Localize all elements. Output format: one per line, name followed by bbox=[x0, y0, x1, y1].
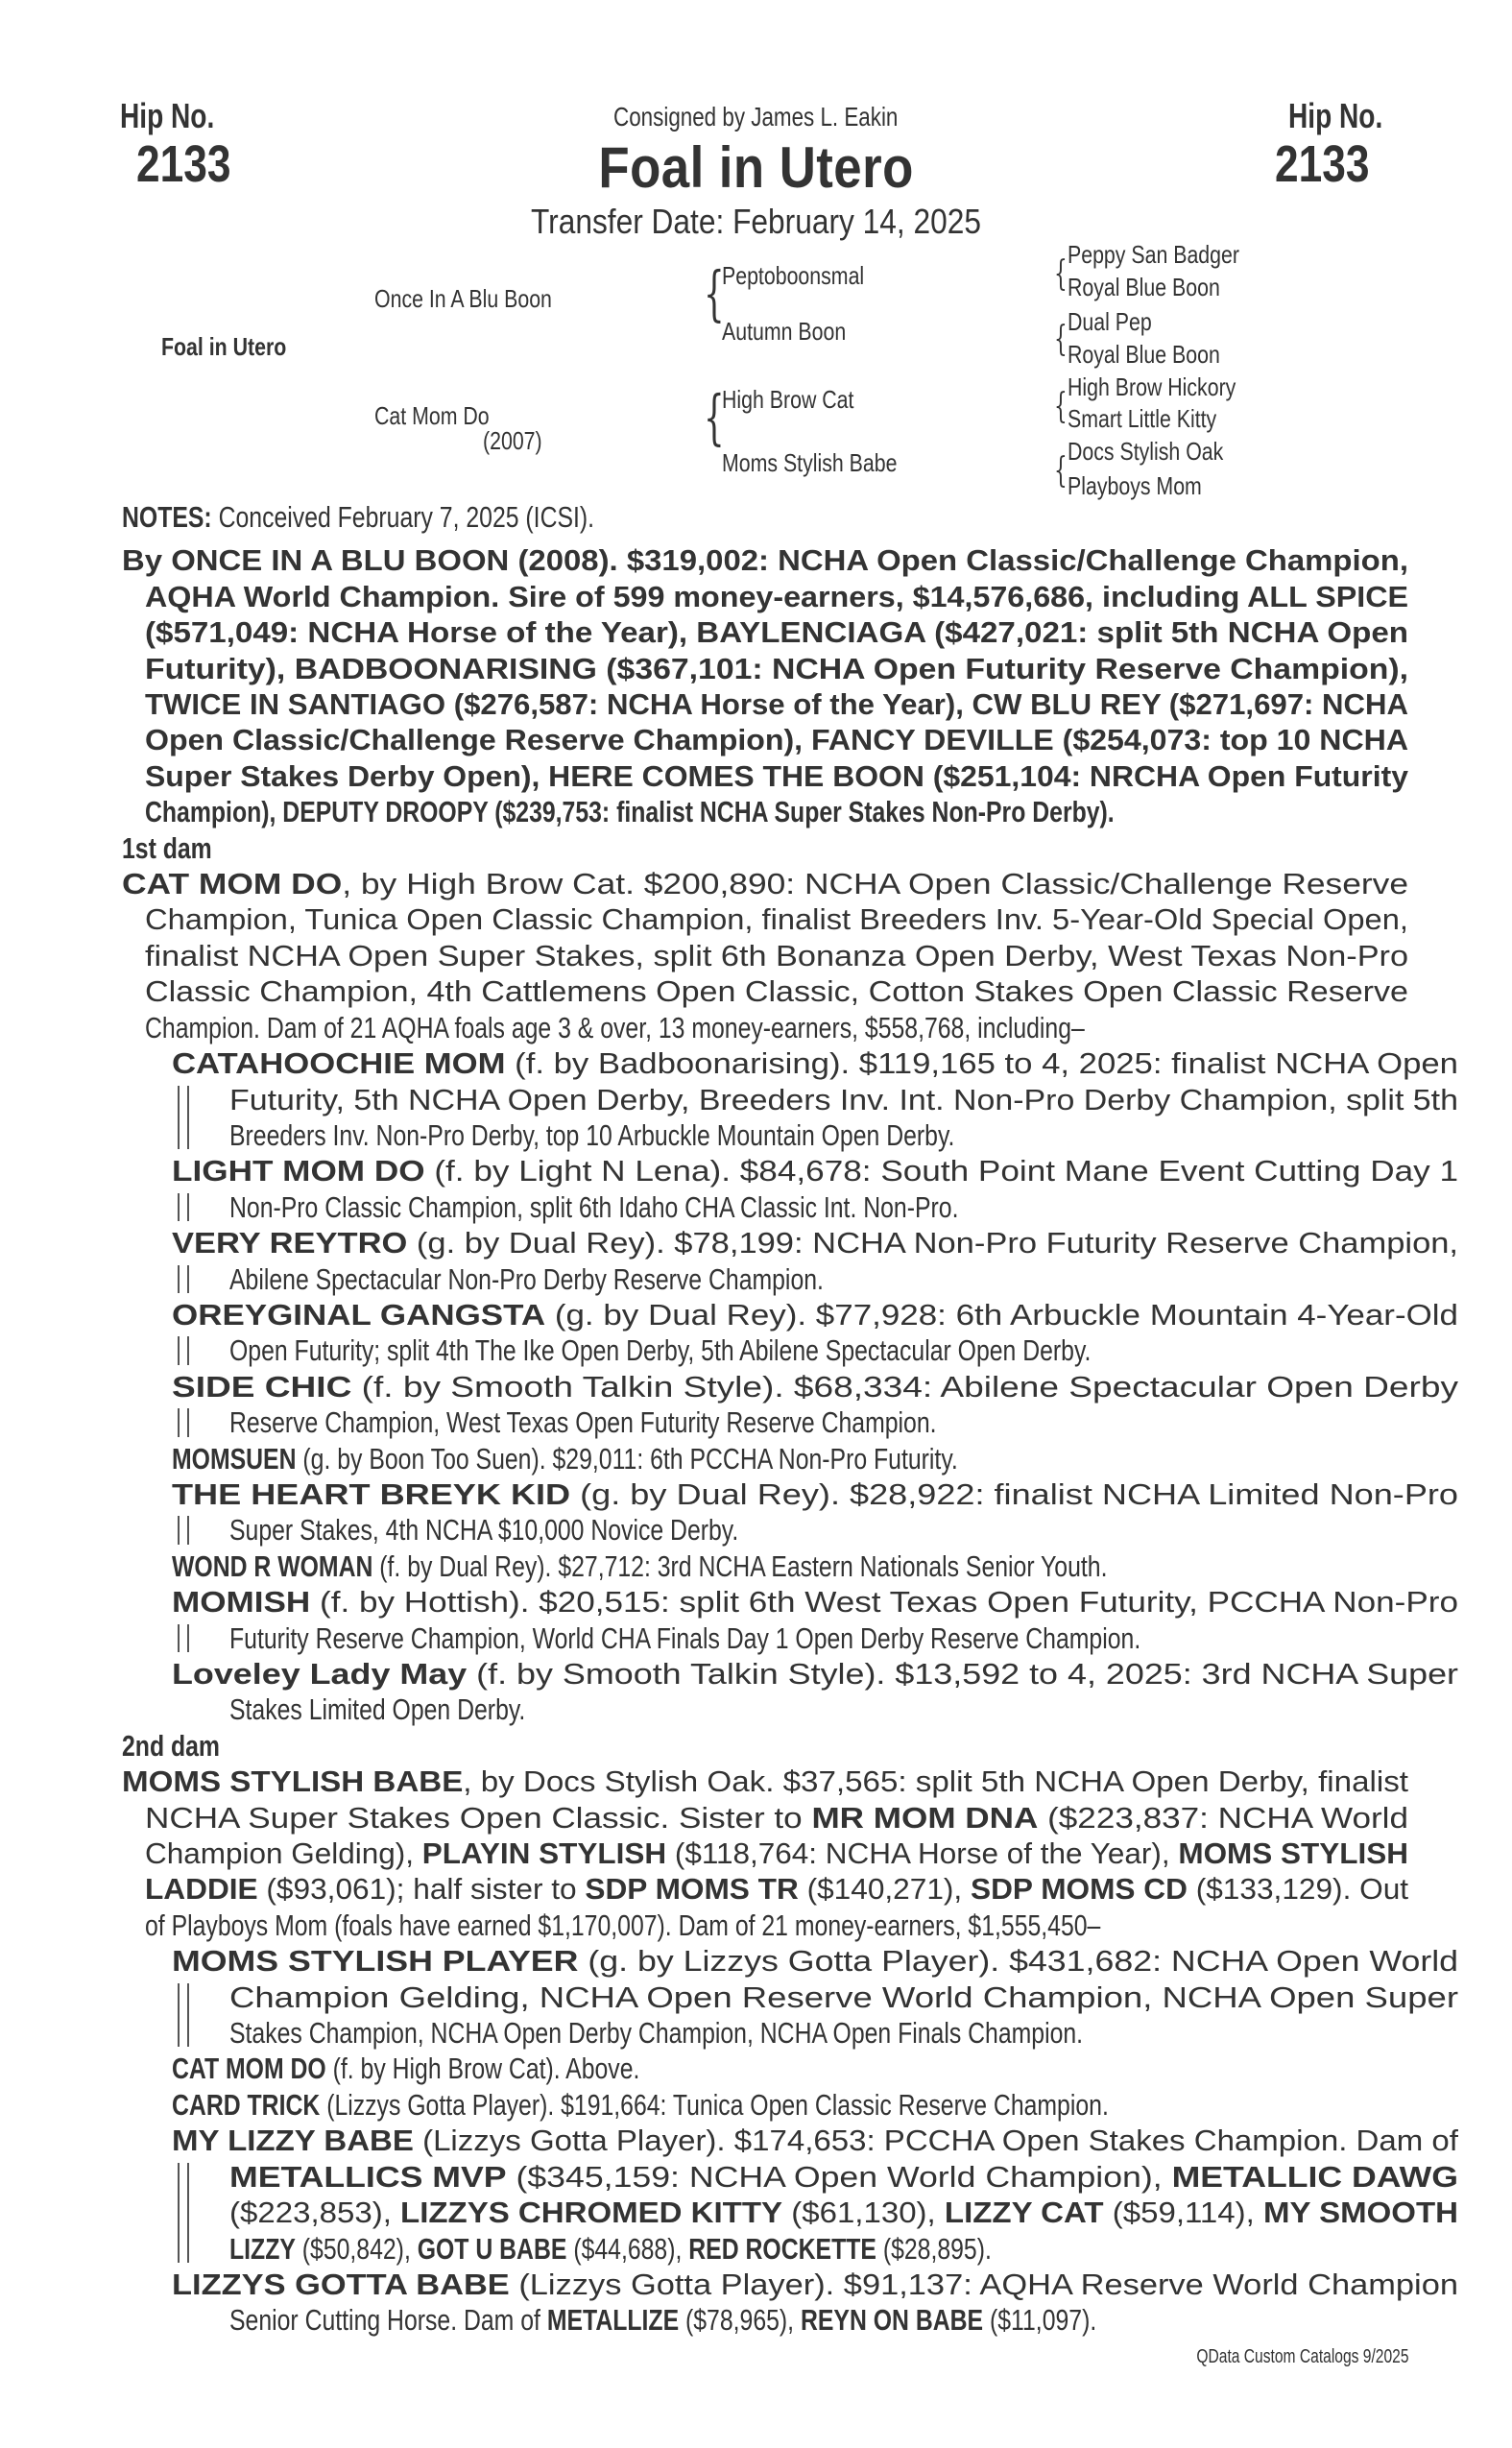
produce-text: (f. by Light N Lena). $84,678: South Point Mane Event Cutting Day 1 bbox=[424, 1154, 1459, 1188]
produce-text: Non-Pro Classic Champion, split 6th Idaho CHA Classic Int. Non-Pro. bbox=[229, 1189, 959, 1224]
double-bar-marker bbox=[178, 1336, 189, 1364]
pedigree-sire: Once In A Blu Boon bbox=[374, 284, 552, 313]
dam-line bbox=[122, 1010, 1408, 1045]
produce-line-fit bbox=[229, 2302, 1096, 2338]
hip-label-text: Hip No. bbox=[1288, 96, 1383, 135]
horse-name: GOT U BABE bbox=[417, 2231, 567, 2266]
produce-line-fit bbox=[172, 1584, 1458, 1620]
produce-text: (g. by Dual Rey). $78,199: NCHA Non-Pro Futurity Reserve Champion, bbox=[407, 1226, 1459, 1260]
produce-continuation bbox=[172, 1189, 1408, 1225]
produce-text: (f. by Smooth Talkin Style). $68,334: Abilene Spectacular Open Derby bbox=[351, 1369, 1459, 1404]
dam-line-fit bbox=[145, 1871, 1408, 1907]
produce-line bbox=[172, 1225, 1459, 1260]
sire-line bbox=[122, 794, 1408, 829]
sire-line bbox=[122, 651, 1408, 686]
produce-line-fit bbox=[172, 1656, 1458, 1692]
produce-text: (f. by Badboonarising). $119,165 to 4, 2025: finalist NCHA Open bbox=[505, 1046, 1458, 1081]
pedigree-subject: Foal in Utero bbox=[161, 332, 287, 361]
dam-line bbox=[122, 1764, 1408, 1799]
pedigree-brace: { bbox=[1054, 254, 1068, 294]
pedigree-brace: { bbox=[1054, 320, 1068, 359]
sire-line-text: AQHA World Champion. Sire of 599 money-earners, $14,576,686, including ALL SPICE bbox=[145, 579, 1409, 613]
produce-line bbox=[172, 2231, 1408, 2267]
produce-name: THE HEART BREYK KID bbox=[172, 1476, 571, 1511]
produce-name: MOMISH bbox=[172, 1585, 311, 1620]
pedigree-gen3-2: Royal Blue Boon bbox=[1068, 273, 1220, 301]
dam-line-text: Classic Champion, 4th Cattlemens Open Classic, Cotton Stakes Open Classic Reserve bbox=[145, 974, 1409, 1009]
produce-text: Futurity Reserve Champion, World CHA Finals Day 1 Open Derby Reserve Champion. bbox=[229, 1620, 1141, 1655]
second-dam-heading-text: 2nd dam bbox=[122, 1728, 220, 1763]
produce-text: ($50,842), bbox=[295, 2231, 418, 2266]
produce-text: (g. by Boon Too Suen). $29,011: 6th PCCHA Non-Pro Futurity. bbox=[296, 1441, 958, 1476]
produce-text: (f. by Hottish). $20,515: split 6th West Texas Open Futurity, PCCHA Non-Pro bbox=[310, 1585, 1458, 1620]
hip-number-text: 2133 bbox=[1275, 135, 1370, 193]
dam-line-fit bbox=[145, 1800, 1408, 1836]
produce-line bbox=[172, 1441, 1408, 1476]
sire-line bbox=[122, 686, 1408, 722]
pedigree-gen3-8: Playboys Mom bbox=[1068, 471, 1202, 500]
produce-text: (g. by Dual Rey). $77,928: 6th Arbuckle Mountain 4-Year-Old bbox=[545, 1297, 1459, 1332]
second-dam-heading bbox=[122, 1728, 1408, 1764]
sire-paragraph bbox=[122, 542, 1408, 829]
produce-line-fit bbox=[172, 1441, 958, 1476]
double-bar-marker bbox=[178, 2163, 189, 2263]
horse-name: METALLICS MVP bbox=[229, 2159, 507, 2194]
sire-line bbox=[122, 758, 1408, 794]
notes-fit bbox=[122, 499, 594, 535]
double-bar-marker bbox=[178, 1086, 189, 1150]
produce-line-fit bbox=[172, 2267, 1458, 2302]
produce-line bbox=[172, 2123, 1458, 2158]
pedigree-brace: { bbox=[704, 258, 725, 328]
produce-entry bbox=[122, 1225, 1459, 1297]
produce-name: OREYGINAL GANGSTA bbox=[172, 1297, 546, 1332]
produce-line-fit bbox=[172, 1369, 1458, 1404]
produce-line-fit bbox=[172, 2051, 639, 2086]
pedigree-dam-dam: Moms Stylish Babe bbox=[722, 448, 898, 477]
produce-name: Loveley Lady May bbox=[172, 1657, 468, 1691]
pedigree-gen3-3: Dual Pep bbox=[1068, 307, 1152, 336]
dam-line-text: , by Docs Stylish Oak. $37,565: split 5th NCHA Open Derby, finalist bbox=[463, 1764, 1409, 1799]
consignor-line bbox=[0, 102, 1512, 132]
produce-entry bbox=[122, 2051, 1408, 2086]
dam-line bbox=[122, 1800, 1408, 1836]
dam-line-text: , by High Brow Cat. $200,890: NCHA Open Classic/Challenge Reserve bbox=[342, 867, 1409, 901]
double-bar-marker bbox=[178, 1265, 189, 1293]
produce-name: LIZZYS GOTTA BABE bbox=[172, 2267, 510, 2301]
horse-name: MOMS STYLISH bbox=[1178, 1836, 1408, 1871]
produce-line-fit bbox=[172, 2123, 1458, 2158]
horse-name: MR MOM DNA bbox=[811, 1800, 1039, 1835]
produce-text: ($59,114), bbox=[1103, 2196, 1263, 2230]
produce-line bbox=[172, 2195, 1458, 2230]
produce-line bbox=[172, 2159, 1458, 2195]
produce-text: (g. by Lizzys Gotta Player). $431,682: NCHA Open World bbox=[578, 1944, 1459, 1979]
produce-line-fit bbox=[229, 2159, 1458, 2195]
sire-line bbox=[122, 542, 1408, 578]
pedigree-gen3-7: Docs Stylish Oak bbox=[1068, 437, 1224, 466]
pedigree-gen3-5: High Brow Hickory bbox=[1068, 372, 1236, 401]
page-title bbox=[0, 134, 1512, 201]
sire-line-text: TWICE IN SANTIAGO ($276,587: NCHA Horse of the Year), CW BLU REY ($271,697: NCHA bbox=[145, 687, 1408, 722]
notes-line bbox=[122, 499, 1408, 535]
produce-line bbox=[172, 1692, 1408, 1727]
double-bar-marker bbox=[178, 1193, 189, 1221]
produce-text: ($61,130), bbox=[782, 2196, 945, 2230]
sire-line-text: Open Classic/Challenge Reserve Champion), FANCY DEVILLE ($254,073: top 10 NCHA bbox=[145, 723, 1409, 757]
footer-credit: QData Custom Catalogs 9/2025 bbox=[1195, 2346, 1408, 2367]
produce-line bbox=[172, 1297, 1459, 1332]
produce-text: Breeders Inv. Non-Pro Derby, top 10 Arbuckle Mountain Open Derby. bbox=[229, 1117, 955, 1152]
produce-text: ($78,965), bbox=[679, 2303, 801, 2338]
horse-name: SDP MOMS CD bbox=[971, 1872, 1188, 1907]
produce-text: Senior Cutting Horse. Dam of bbox=[229, 2303, 547, 2338]
produce-line-fit bbox=[229, 2195, 1458, 2230]
produce-entry bbox=[122, 1153, 1459, 1225]
produce-line-fit bbox=[229, 2231, 992, 2267]
pedigree-sire-dam: Autumn Boon bbox=[722, 317, 847, 346]
horse-name: METALLIC DAWG bbox=[1171, 2159, 1458, 2194]
second-dam-paragraph bbox=[122, 1764, 1408, 1943]
pedigree-gen3-1: Peppy San Badger bbox=[1068, 240, 1239, 269]
produce-text: Champion Gelding, NCHA Open Reserve World Champion, NCHA Open Super bbox=[229, 1980, 1458, 2014]
first-dam-paragraph bbox=[122, 866, 1408, 1045]
dam-line bbox=[122, 973, 1408, 1009]
produce-name: VERY REYTRO bbox=[172, 1226, 408, 1260]
produce-continuation bbox=[172, 2159, 1458, 2267]
pedigree-brace: { bbox=[1054, 387, 1068, 426]
horse-name: LIZZY bbox=[229, 2231, 296, 2266]
horse-name: METALLIZE bbox=[546, 2303, 680, 2338]
produce-continuation bbox=[172, 1082, 1458, 1154]
produce-entry bbox=[122, 1297, 1459, 1369]
sire-line-text: Futurity), BADBOONARISING ($367,101: NCHA Open Futurity Reserve Champion), bbox=[145, 651, 1409, 685]
produce-text: ($28,895). bbox=[876, 2231, 992, 2266]
produce-text: (Lizzys Gotta Player). $91,137: AQHA Reserve World Champion bbox=[509, 2267, 1458, 2301]
dam-line-text: ($140,271), bbox=[798, 1872, 972, 1907]
dam-line-text: Champion Gelding), bbox=[145, 1836, 422, 1871]
sire-line bbox=[122, 579, 1408, 614]
produce-entry bbox=[122, 2123, 1458, 2267]
second-dam-name: MOMS STYLISH BABE bbox=[122, 1764, 464, 1799]
produce-line bbox=[172, 1153, 1459, 1188]
produce-entry bbox=[122, 1369, 1459, 1441]
produce-line bbox=[172, 1045, 1458, 1081]
produce-line-fit bbox=[172, 1153, 1458, 1188]
produce-line bbox=[172, 1189, 1408, 1225]
pedigree-brace: { bbox=[1054, 451, 1068, 491]
sire-line bbox=[122, 614, 1408, 650]
produce-name: SIDE CHIC bbox=[172, 1369, 352, 1404]
dam-line-text: NCHA Super Stakes Open Classic. Sister to bbox=[145, 1800, 812, 1835]
produce-line bbox=[172, 1584, 1458, 1620]
dam-line-text: Champion. Dam of 21 AQHA foals age 3 & over, 13 money-earners, $558,768, including– bbox=[145, 1010, 1085, 1044]
produce-line bbox=[172, 2051, 1408, 2086]
hip-number-text: 2133 bbox=[136, 135, 231, 193]
horse-name: LIZZY CAT bbox=[944, 2196, 1104, 2230]
pedigree-dam: Cat Mom Do bbox=[374, 401, 490, 430]
produce-name: WOND R WOMAN bbox=[172, 1548, 373, 1583]
produce-text: Stakes Champion, NCHA Open Derby Champion, NCHA Open Finals Champion. bbox=[229, 2016, 1084, 2051]
produce-line-fit bbox=[172, 1548, 1107, 1584]
produce-continuation bbox=[172, 1980, 1458, 2052]
first-dam-heading-text: 1st dam bbox=[122, 830, 212, 865]
double-bar-marker bbox=[178, 1408, 189, 1436]
produce-continuation bbox=[172, 1332, 1408, 1368]
produce-continuation bbox=[172, 1692, 1408, 1727]
produce-text: Super Stakes, 4th NCHA $10,000 Novice Derby. bbox=[229, 1513, 739, 1548]
produce-name: MY LIZZY BABE bbox=[172, 2124, 414, 2158]
dam-line bbox=[122, 866, 1408, 901]
produce-line bbox=[172, 1548, 1408, 1584]
produce-continuation bbox=[172, 1512, 1408, 1548]
horse-name: RED ROCKETTE bbox=[688, 2231, 876, 2266]
produce-entry bbox=[122, 1656, 1459, 1728]
dam-line bbox=[122, 901, 1408, 937]
produce-line bbox=[172, 1980, 1458, 2015]
produce-entry bbox=[122, 2267, 1458, 2339]
produce-name: CATAHOOCHIE MOM bbox=[172, 1046, 506, 1081]
produce-entry bbox=[122, 1476, 1459, 1548]
dam-line bbox=[122, 1871, 1408, 1907]
consignor-text: Consigned by James L. Eakin bbox=[613, 102, 899, 132]
pedigree-sire-sire: Peptoboonsmal bbox=[722, 261, 865, 290]
dam-line-fit bbox=[122, 1764, 1408, 1799]
produce-line bbox=[172, 2087, 1408, 2123]
produce-line-fit bbox=[172, 1225, 1458, 1260]
produce-name: MOMSUEN bbox=[172, 1441, 297, 1476]
sire-line-text: Super Stakes Derby Open), HERE COMES THE BOON ($251,104: NRCHA Open Futurity bbox=[145, 758, 1408, 793]
produce-line bbox=[172, 1332, 1408, 1368]
produce-line bbox=[172, 2267, 1458, 2302]
produce-text: Stakes Limited Open Derby. bbox=[229, 1692, 526, 1727]
produce-line bbox=[172, 1082, 1458, 1117]
pedigree-gen3-4: Royal Blue Boon bbox=[1068, 340, 1220, 369]
dam-line-text: ($118,764: NCHA Horse of the Year), bbox=[666, 1836, 1179, 1871]
produce-text: (g. by Dual Rey). $28,922: finalist NCHA Limited Non-Pro bbox=[570, 1476, 1459, 1511]
pedigree-dam-sire: High Brow Cat bbox=[722, 385, 854, 414]
horse-name: MY SMOOTH bbox=[1262, 2196, 1458, 2230]
dam-line-text: ($133,129). Out bbox=[1187, 1872, 1409, 1907]
produce-line bbox=[172, 1117, 1408, 1153]
produce-line bbox=[172, 1512, 1408, 1548]
produce-name: CAT MOM DO bbox=[172, 2052, 326, 2086]
produce-text: (Lizzys Gotta Player). $174,653: PCCHA Open Stakes Champion. Dam of bbox=[413, 2124, 1458, 2158]
first-dam-heading bbox=[122, 830, 1408, 866]
dam-line-text: finalist NCHA Open Super Stakes, split 6th Bonanza Open Derby, West Texas Non-Pro bbox=[145, 938, 1409, 972]
produce-entry bbox=[122, 1548, 1408, 1584]
double-bar-marker bbox=[178, 1516, 189, 1544]
produce-line bbox=[172, 1620, 1408, 1656]
produce-text: Open Futurity; split 4th The Ike Open Derby, 5th Abilene Spectacular Open Derby. bbox=[229, 1333, 1092, 1368]
produce-line bbox=[172, 1404, 1408, 1440]
dam-line bbox=[122, 1836, 1408, 1871]
transfer-date-text: Transfer Date: February 14, 2025 bbox=[531, 202, 981, 241]
produce-continuation bbox=[172, 1620, 1408, 1656]
horse-name: PLAYIN STYLISH bbox=[421, 1836, 667, 1871]
dam-line-text: ($223,837: NCHA World bbox=[1038, 1800, 1408, 1835]
first-dam-name: CAT MOM DO bbox=[122, 867, 343, 901]
produce-text: ($345,159: NCHA Open World Champion), bbox=[506, 2159, 1172, 2194]
produce-line bbox=[172, 2302, 1408, 2338]
produce-name: MOMS STYLISH PLAYER bbox=[172, 1944, 579, 1979]
double-bar-marker bbox=[178, 1624, 189, 1652]
produce-line-fit bbox=[172, 1045, 1458, 1081]
transfer-date bbox=[0, 202, 1512, 242]
produce-text: (f. by High Brow Cat). Above. bbox=[325, 2052, 640, 2086]
produce-line bbox=[172, 1656, 1459, 1692]
produce-text: ($11,097). bbox=[983, 2303, 1097, 2338]
produce-text: ($223,853), bbox=[229, 2196, 401, 2230]
produce-text: Reserve Champion, West Texas Open Futurity Reserve Champion. bbox=[229, 1405, 937, 1440]
produce-line bbox=[172, 1261, 1408, 1297]
produce-line bbox=[172, 1369, 1459, 1404]
produce-text: Abilene Spectacular Non-Pro Derby Reserve Champion. bbox=[229, 1261, 824, 1296]
catalog-body bbox=[122, 499, 1459, 2339]
sire-line-text: Champion), DEPUTY DROOPY ($239,753: finalist NCHA Super Stakes Non-Pro Derby). bbox=[145, 795, 1115, 829]
produce-entry bbox=[122, 1943, 1459, 2051]
produce-line bbox=[172, 1476, 1459, 1512]
horse-name: LADDIE bbox=[145, 1872, 258, 1907]
produce-entry bbox=[122, 1045, 1458, 1153]
dam-line-fit bbox=[145, 1836, 1408, 1871]
dam-line bbox=[122, 938, 1408, 973]
produce-line bbox=[172, 2015, 1408, 2051]
notes-text: Conceived February 7, 2025 (ICSI). bbox=[211, 500, 595, 534]
produce-line bbox=[172, 1943, 1459, 1979]
pedigree-dam-year: (2007) bbox=[483, 426, 542, 455]
produce-text: (f. by Dual Rey). $27,712: 3rd NCHA Eastern Nationals Senior Youth. bbox=[372, 1548, 1108, 1583]
pedigree-gen3-6: Smart Little Kitty bbox=[1068, 404, 1217, 433]
produce-text: (f. by Smooth Talkin Style). $13,592 to 4, 2025: 3rd NCHA Super bbox=[467, 1657, 1459, 1691]
pedigree-brace: { bbox=[704, 382, 725, 452]
produce-text: (Lizzys Gotta Player). $191,664: Tunica Open Classic Reserve Champion. bbox=[320, 2087, 1109, 2122]
dam-line-text: of Playboys Mom (foals have earned $1,170,007). Dam of 21 money-earners, $1,555,450– bbox=[145, 1908, 1101, 1942]
sire-line bbox=[122, 722, 1408, 757]
first-dam-produce-list bbox=[122, 1045, 1459, 1728]
produce-entry bbox=[122, 1441, 1408, 1476]
produce-entry bbox=[122, 1584, 1458, 1656]
produce-text: Futurity, 5th NCHA Open Derby, Breeders Inv. Int. Non-Pro Derby Champion, split 5th bbox=[229, 1082, 1458, 1116]
dam-line-fit bbox=[122, 866, 1408, 901]
horse-name: LIZZYS CHROMED KITTY bbox=[400, 2196, 783, 2230]
produce-name: LIGHT MOM DO bbox=[172, 1154, 425, 1188]
produce-line-fit bbox=[172, 1476, 1458, 1512]
produce-line-fit bbox=[172, 1943, 1458, 1979]
produce-text: ($44,688), bbox=[566, 2231, 689, 2266]
sire-line-text: By ONCE IN A BLU BOON (2008). $319,002: NCHA Open Classic/Challenge Champion, bbox=[122, 543, 1408, 578]
horse-name: SDP MOMS TR bbox=[585, 1872, 799, 1907]
dam-line-text: Champion, Tunica Open Classic Champion, finalist Breeders Inv. 5-Year-Old Special Open, bbox=[145, 902, 1408, 937]
notes-label: NOTES: bbox=[122, 500, 212, 534]
dam-line bbox=[122, 1908, 1408, 1943]
produce-line-fit bbox=[172, 2087, 1109, 2123]
produce-name: CARD TRICK bbox=[172, 2087, 321, 2122]
produce-entry bbox=[122, 2087, 1408, 2123]
second-dam-produce-list bbox=[122, 1943, 1459, 2338]
produce-continuation bbox=[172, 1404, 1408, 1440]
produce-line-fit bbox=[172, 1297, 1458, 1332]
double-bar-marker bbox=[178, 1983, 189, 2048]
sire-line-text: ($571,049: NCHA Horse of the Year), BAYLENCIAGA ($427,021: split 5th NCHA Open bbox=[145, 615, 1409, 650]
horse-name: REYN ON BABE bbox=[800, 2303, 984, 2338]
dam-line-text: ($93,061); half sister to bbox=[257, 1872, 586, 1907]
title-text: Foal in Utero bbox=[598, 135, 914, 200]
produce-continuation bbox=[172, 1261, 1408, 1297]
hip-label-text: Hip No. bbox=[120, 96, 215, 135]
